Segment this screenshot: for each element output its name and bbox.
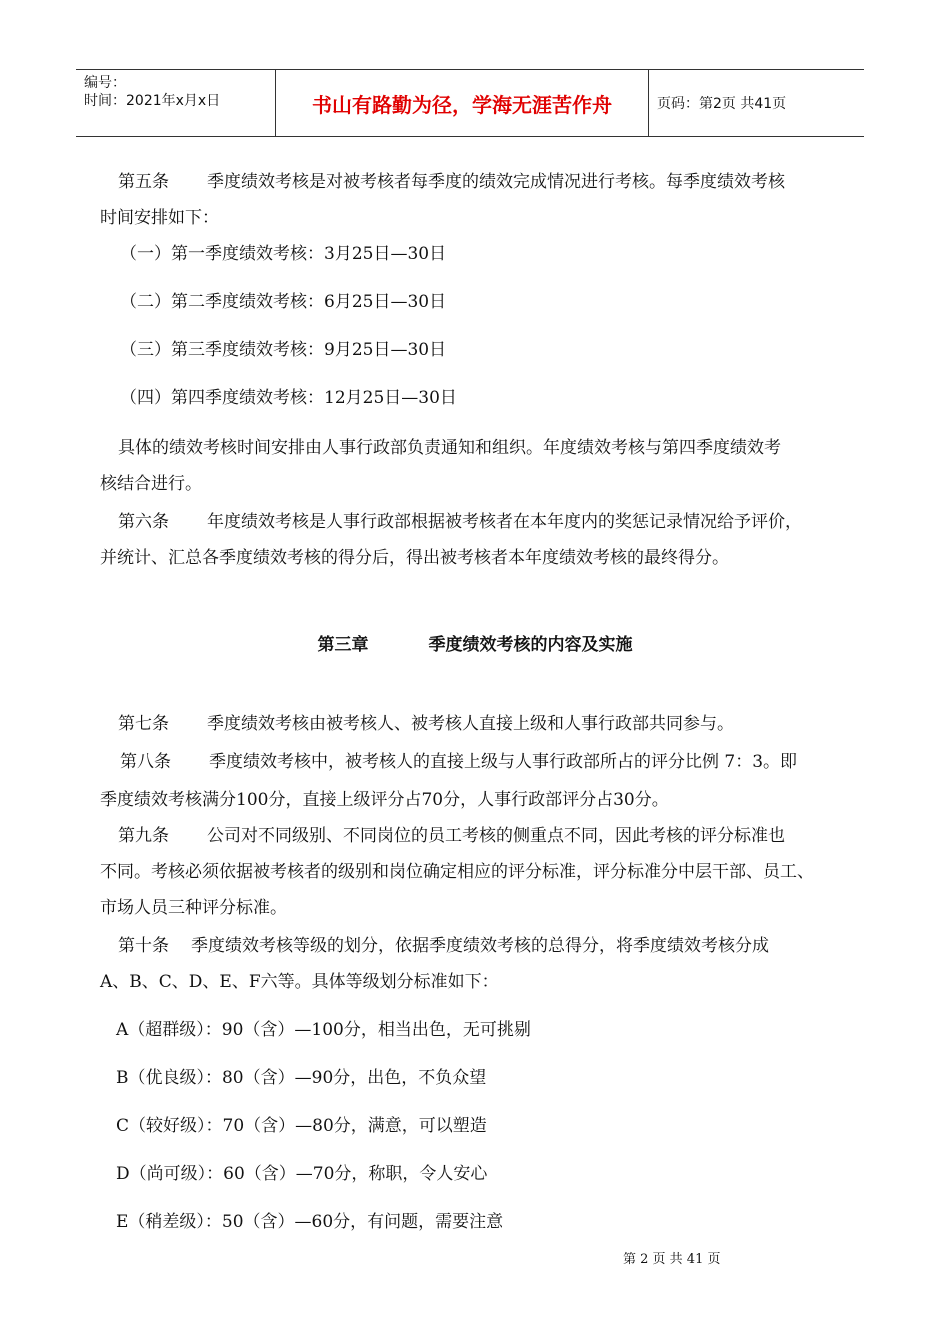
article-5-line-1 xyxy=(118,172,888,192)
quarter-2-schedule: （二）第二季度绩效考核：6月25日—30日 xyxy=(120,292,447,312)
article-7-text: 季度绩效考核由被考核人、被考核人直接上级和人事行政部共同参与。 xyxy=(207,714,734,734)
article-10-text: 季度绩效考核等级的划分，依据季度绩效考核的总得分，将季度绩效考核分成 xyxy=(191,936,769,956)
schedule-note-line-2: 核结合进行。 xyxy=(100,474,202,494)
article-8-text: 季度绩效考核中，被考核人的直接上级与人事行政部所占的评分比例 7：3。即 xyxy=(209,752,798,772)
article-6-text: 年度绩效考核是人事行政部根据被考核者在本年度内的奖惩记录情况给予评价， xyxy=(207,512,802,532)
header-motto: 书山有路勤为径，学海无涯苦作舟 xyxy=(276,70,649,136)
page-footer: 第 2 页 共 41 页 xyxy=(623,1252,721,1267)
chapter-heading xyxy=(0,630,950,655)
article-9-title: 第九条 xyxy=(118,826,169,846)
article-9-line-2: 不同。考核必须依据被考核者的级别和岗位确定相应的评分标准，评分标准分中层干部、员工、 xyxy=(100,862,814,882)
article-5-line-2: 时间安排如下： xyxy=(100,208,219,228)
header-meta xyxy=(76,70,276,136)
article-7-title: 第七条 xyxy=(118,714,169,734)
article-9-line-1 xyxy=(118,826,888,846)
chapter-title: 季度绩效考核的内容及实施 xyxy=(428,635,633,655)
article-5-text: 季度绩效考核是对被考核者每季度的绩效完成情况进行考核。每季度绩效考核 xyxy=(207,172,785,192)
grade-c: C（较好级）：70（含）—80分，满意，可以塑造 xyxy=(116,1116,487,1136)
grade-e: E（稍差级）：50（含）—60分，有问题，需要注意 xyxy=(116,1212,504,1232)
article-6-title: 第六条 xyxy=(118,512,169,532)
article-5-title: 第五条 xyxy=(118,172,169,192)
header-page-number: 页码：第2页 共41页 xyxy=(657,96,787,112)
article-6-line-2: 并统计、汇总各季度绩效考核的得分后，得出被考核者本年度绩效考核的最终得分。 xyxy=(100,548,729,568)
article-7 xyxy=(118,714,888,734)
article-9-text: 公司对不同级别、不同岗位的员工考核的侧重点不同，因此考核的评分标准也 xyxy=(207,826,785,846)
quarter-4-schedule: （四）第四季度绩效考核：12月25日—30日 xyxy=(120,388,457,408)
article-8-line-2: 季度绩效考核满分100分，直接上级评分占70分，人事行政部评分占30分。 xyxy=(100,790,669,810)
chapter-number: 第三章 xyxy=(317,635,369,655)
article-10-line-2: A、B、C、D、E、F六等。具体等级划分标准如下： xyxy=(100,972,499,992)
document-time: 时间：2021年x月x日 xyxy=(84,93,221,109)
article-10-line-1 xyxy=(118,936,888,956)
article-8-line-1 xyxy=(120,752,890,772)
article-9-line-3: 市场人员三种评分标准。 xyxy=(100,898,287,918)
page-header xyxy=(76,69,864,137)
grade-b: B（优良级）：80（含）—90分，出色，不负众望 xyxy=(116,1068,487,1088)
document-number: 编号： xyxy=(84,75,126,91)
article-6-line-1 xyxy=(118,512,888,532)
grade-a: A（超群级）：90（含）—100分，相当出色，无可挑剔 xyxy=(116,1020,531,1040)
article-8-title: 第八条 xyxy=(120,752,171,772)
grade-d: D（尚可级）：60（含）—70分，称职，令人安心 xyxy=(116,1164,488,1184)
quarter-3-schedule: （三）第三季度绩效考核：9月25日—30日 xyxy=(120,340,447,360)
article-10-title: 第十条 xyxy=(118,936,169,956)
quarter-1-schedule: （一）第一季度绩效考核：3月25日—30日 xyxy=(120,244,447,264)
schedule-note-line-1: 具体的绩效考核时间安排由人事行政部负责通知和组织。年度绩效考核与第四季度绩效考 xyxy=(118,438,781,458)
